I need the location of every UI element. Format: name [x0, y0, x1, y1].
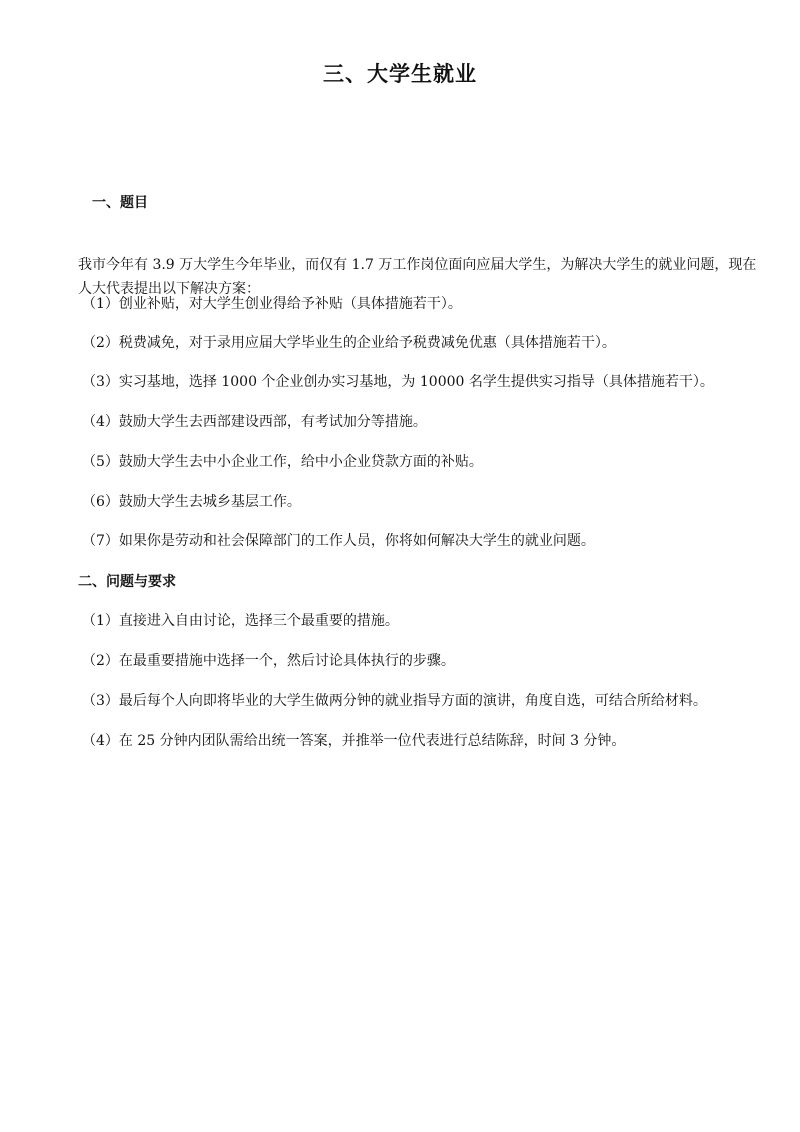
list-item: （5）鼓励大学生去中小企业工作，给中小企业贷款方面的补贴。 [82, 454, 483, 470]
list-item: （1）创业补贴，对大学生创业得给予补贴（具体措施若干）。 [82, 296, 462, 312]
list-item: （1）直接进入自由讨论，选择三个最重要的措施。 [82, 613, 399, 629]
section-heading-requirements: 二、问题与要求 [78, 574, 176, 590]
page-title: 三、大学生就业 [323, 62, 477, 86]
list-item: （2）税费减免，对于录用应届大学毕业生的企业给予税费减免优惠（具体措施若干）。 [82, 335, 616, 351]
list-item: （6）鼓励大学生去城乡基层工作。 [82, 494, 301, 510]
list-item: （4）鼓励大学生去西部建设西部，有考试加分等措施。 [82, 414, 427, 430]
list-item: （7）如果你是劳动和社会保障部门的工作人员，你将如何解决大学生的就业问题。 [82, 533, 595, 549]
list-item: （3）最后每个人向即将毕业的大学生做两分钟的就业指导方面的演讲，角度自选，可结合所给材料。 [82, 693, 707, 709]
list-item: （2）在最重要措施中选择一个，然后讨论具体执行的步骤。 [82, 653, 455, 669]
intro-text: 我市今年有 3.9 万大学生今年毕业，而仅有 1.7 万工作岗位面向应届大学生，为解决大学生的就业问题，现在人大代表提出以下解决方案： [78, 257, 757, 297]
intro-paragraph [78, 229, 758, 301]
list-item: （3）实习基地，选择 1000 个企业创办实习基地，为 10000 名学生提供实习指导（具体措施若干）。 [82, 374, 714, 390]
list-item: （4）在 25 分钟内团队需给出统一答案，并推举一位代表进行总结陈辞，时间 3 分钟。 [82, 733, 626, 749]
section-heading-topic: 一、题目 [92, 195, 148, 211]
